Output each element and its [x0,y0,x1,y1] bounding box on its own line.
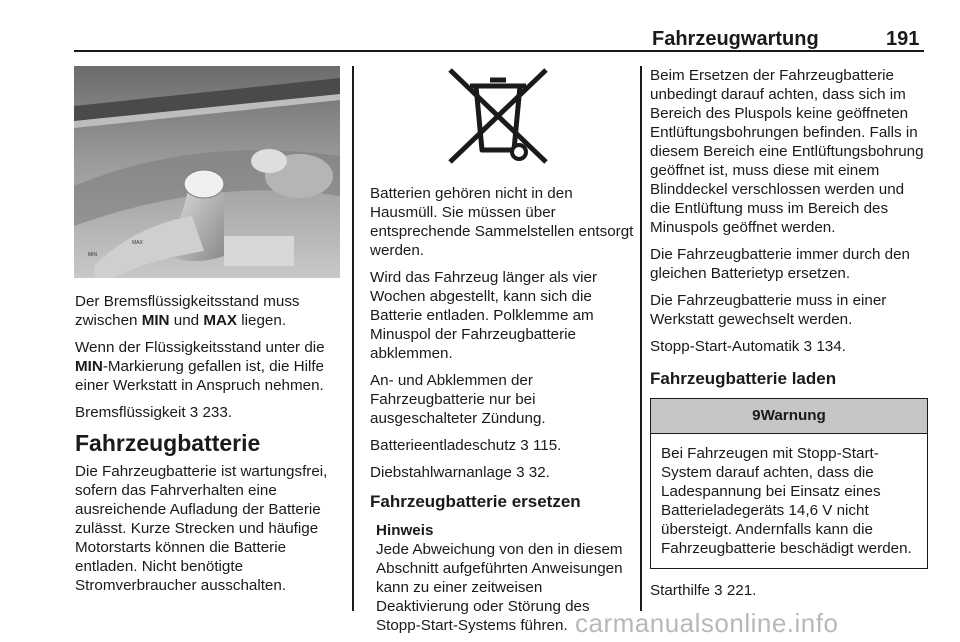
arrow-icon: 3 [516,464,525,481]
warning-title: Warnung [760,407,826,424]
section-heading-fahrzeugbatterie: Fahrzeugbatterie [75,430,261,456]
page-ref[interactable]: 221. [726,582,757,599]
arrow-icon: 3 [714,582,723,599]
note-title: Hinweis [376,522,434,539]
warning-box [650,398,928,569]
min-marker-text: MIN [141,312,170,329]
page-ref[interactable]: 134. [816,338,846,355]
paragraph-vent-holes: Beim Ersetzen der Fahrzeugbatterie unbedingt darauf achten, dass sich im Bereich des Pluspols keine geöffneten Entlüftungsbohrungen befinden. Falls in diesem Bereich eine Entlüftungsbohrung geöffnet ist, muss diese mit einem Blinddeckel verschlossen werden und die Entlüftung muss im Bereich des Minuspols geöffnet werden. [650,67,924,236]
column-divider-1 [352,66,354,611]
column-1 [75,292,343,603]
paragraph-same-type: Die Fahrzeugbatterie immer durch den gleichen Batterietyp ersetzen. [650,246,910,282]
paragraph-brake-level: Der Bremsflüssigkeitsstand muss zwischen MIN und MAX liegen. [75,293,300,329]
crossref-batterieentladeschutz[interactable]: Batterieentladeschutz 3 115. [370,437,562,454]
arrow-icon: 3 [803,338,813,355]
subheading-battery-charge: Fahrzeugbatterie laden [650,369,837,388]
warning-body: Bei Fahrzeugen mit Stopp-Start-System darauf achten, dass die Ladespannung bei Einsatz eines Batterieladegeräts 14,6 V nicht übersteigt. Andernfalls kann die Fahrzeugbatterie beschädigt werden. [661,445,912,557]
max-marker-text: MAX [203,312,238,329]
watermark: carmanualsonline.info [575,608,839,638]
paragraph-long-parking: Wird das Fahrzeug länger als vier Wochen abgestellt, kann sich die Batterie entladen. Polklemme am Minuspol der Fahrzeugbatterie abklemmen. [370,269,598,362]
warning-header [651,399,927,434]
warning-icon: 9 [752,407,761,424]
paragraph-workshop: Die Fahrzeugbatterie muss in einer Werkstatt gewechselt werden. [650,292,887,328]
figure-label-max: MAX [132,240,143,246]
header-rule [74,50,924,52]
note-body: Jede Abweichung von den in diesem Abschnitt aufgeführten Anweisungen kann zu einer zeitweisen Deaktivierung oder Störung des Stopp-Start-Systems führen. [376,541,623,634]
header-title: Fahrzeugwartung [652,28,819,50]
crossed-out-bin-icon [446,66,550,166]
page-ref[interactable]: 115. [532,437,562,454]
arrow-icon: 3 [189,404,199,421]
page-ref[interactable]: 233. [202,404,233,421]
paragraph-ignition: An- und Abklemmen der Fahrzeugbatterie nur bei ausgeschalteter Zündung. [370,372,546,427]
paragraph-below-min: Wenn der Flüssigkeitsstand unter die MIN-Markierung gefallen ist, die Hilfe einer Werkstatt in Anspruch nehmen. [75,339,325,394]
paragraph-disposal: Batterien gehören nicht in den Hausmüll. Sie müssen über entsprechende Sammelstellen entsorgt werden. [370,185,634,259]
page-ref[interactable]: 32. [528,464,550,481]
subheading-battery-replace: Fahrzeugbatterie ersetzen [370,492,581,511]
page-number: 191 [886,28,920,50]
crossref-stopp-start[interactable]: Stopp-Start-Automatik 3 134. [650,338,846,355]
paragraph-battery-maintenance: Die Fahrzeugbatterie ist wartungsfrei, sofern das Fahrverhalten eine ausreichende Aufladung der Batterie zulässt. Kurze Strecken und häufige Motorstarts können die Batterie entladen. Nicht benötigte Stromverbraucher ausschalten. [75,463,328,594]
crossref-starthilfe[interactable]: Starthilfe 3 221. [650,582,757,599]
crossref-bremsfluessigkeit[interactable]: Bremsflüssigkeit 3 233. [75,404,233,421]
crossref-diebstahlwarnanlage[interactable]: Diebstahlwarnanlage 3 32. [370,464,550,481]
column-3 [650,66,928,608]
figure-label-min: MIN [88,252,98,258]
arrow-icon: 3 [520,437,529,454]
column-divider-2 [640,66,642,611]
brake-fluid-reservoir-photo [74,66,340,278]
column-2 [370,184,634,635]
